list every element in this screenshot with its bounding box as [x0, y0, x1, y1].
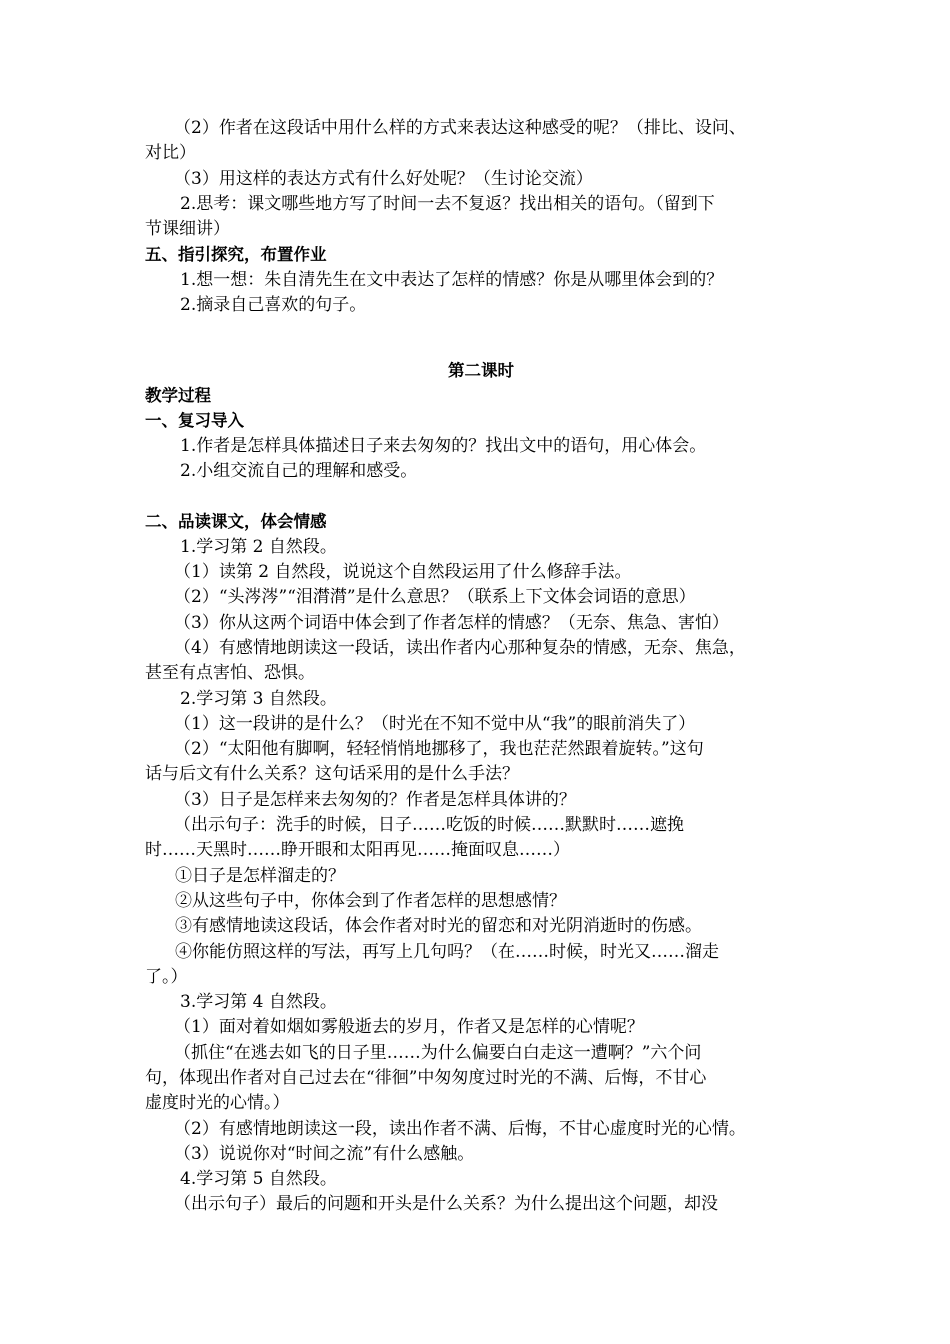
text-line: （2）作者在这段话中用什么样的方式来表达这种感受的呢？（排比、设问、	[174, 118, 746, 138]
text-line: （3）用这样的表达方式有什么好处呢？（生讨论交流）	[174, 168, 593, 189]
text-line: ③有感情地读这段话，体会作者对时光的留恋和对光阴消逝时的伤感。	[175, 916, 702, 937]
process-title: 教学过程	[145, 385, 211, 405]
text-line: 话与后文有什么关系？这句话采用的是什么手法？	[145, 764, 519, 785]
text-line: 2.学习第 3 自然段。	[180, 688, 337, 709]
text-line: 1.学习第 2 自然段。	[180, 536, 337, 557]
text-line: 1.想一想：朱自清先生在文中表达了怎样的情感？你是从哪里体会到的？	[180, 269, 724, 290]
text-line: 甚至有点害怕、恐惧。	[145, 663, 315, 684]
text-line: 3.学习第 4 自然段。	[180, 992, 337, 1013]
text-line: 1.作者是怎样具体描述日子来去匆匆的？找出文中的语句，用心体会。	[180, 435, 707, 456]
text-line: （2）有感情地朗读这一段，读出作者不满、后悔，不甘心虚度时光的心情。	[174, 1118, 746, 1139]
lesson-title: 第二课时	[448, 360, 514, 380]
document-page	[145, 116, 817, 1218]
text-line: （出示句子）最后的问题和开头是什么关系？为什么提出这个问题，却没	[174, 1194, 718, 1215]
text-line: （3）说说你对“时间之流”有什么感触。	[174, 1143, 475, 1164]
text-line: （3）日子是怎样来去匆匆的？作者是怎样具体讲的？	[174, 789, 576, 810]
text-line: （抓住“在逃去如飞的日子里……为什么偏要白白走这一遭啊？”六个问	[174, 1042, 702, 1063]
text-line: 了。）	[145, 966, 188, 987]
text-line: 时……天黑时……睁开眼和太阳再见……掩面叹息……）	[145, 840, 570, 861]
text-line: 2.小组交流自己的理解和感受。	[180, 460, 418, 481]
text-line: 2.摘录自己喜欢的句子。	[180, 295, 367, 316]
text-line: （1）读第 2 自然段，说说这个自然段运用了什么修辞手法。	[174, 562, 632, 583]
text-line: ②从这些句子中，你体会到了作者怎样的思想感情？	[175, 890, 566, 911]
text-line: 2.思考：课文哪些地方写了时间一去不复返？找出相关的语句。（留到下	[180, 193, 715, 214]
text-line: 4.学习第 5 自然段。	[180, 1169, 337, 1190]
text-line: （1）这一段讲的是什么？（时光在不知不觉中从“我”的眼前消失了）	[174, 713, 696, 734]
text-line: 对比）	[145, 143, 196, 164]
spacer	[145, 484, 817, 509]
text-line: ①日子是怎样溜走的？	[175, 865, 345, 886]
text-line: 节课细讲）	[145, 219, 230, 240]
text-line: （2）“太阳他有脚啊，轻轻悄悄地挪移了，我也茫茫然跟着旋转。”这句	[174, 739, 704, 760]
text-line: （3）你从这两个词语中体会到了作者怎样的情感？（无奈、焦急、害怕）	[174, 612, 729, 633]
spacer	[145, 318, 817, 343]
text-line: （4）有感情地朗读这一段话，读出作者内心那种复杂的情感，无奈、焦急，	[174, 637, 746, 658]
spacer	[145, 344, 817, 358]
text-line: 句，体现出作者对自己过去在“徘徊”中匆匆度过时光的不满、后悔，不甘心	[145, 1067, 707, 1088]
section-heading: 五、指引探究，布置作业	[145, 245, 327, 265]
section-heading: 二、品读课文，体会情感	[145, 512, 327, 532]
section-heading: 一、复习导入	[145, 411, 244, 431]
text-line: （1）面对着如烟如雾般逝去的岁月，作者又是怎样的心情呢？	[174, 1017, 644, 1038]
text-line: ④你能仿照这样的写法，再写上几句吗？（在……时候，时光又……溜走	[175, 941, 719, 962]
text-line: （2）“头涔涔”“泪潸潸”是什么意思？（联系上下文体会词语的意思）	[174, 587, 696, 608]
text-line: （出示句子：洗手的时候，日子……吃饭的时候……默默时……遮挽	[174, 815, 684, 836]
text-line: 虚度时光的心情。）	[145, 1093, 290, 1114]
